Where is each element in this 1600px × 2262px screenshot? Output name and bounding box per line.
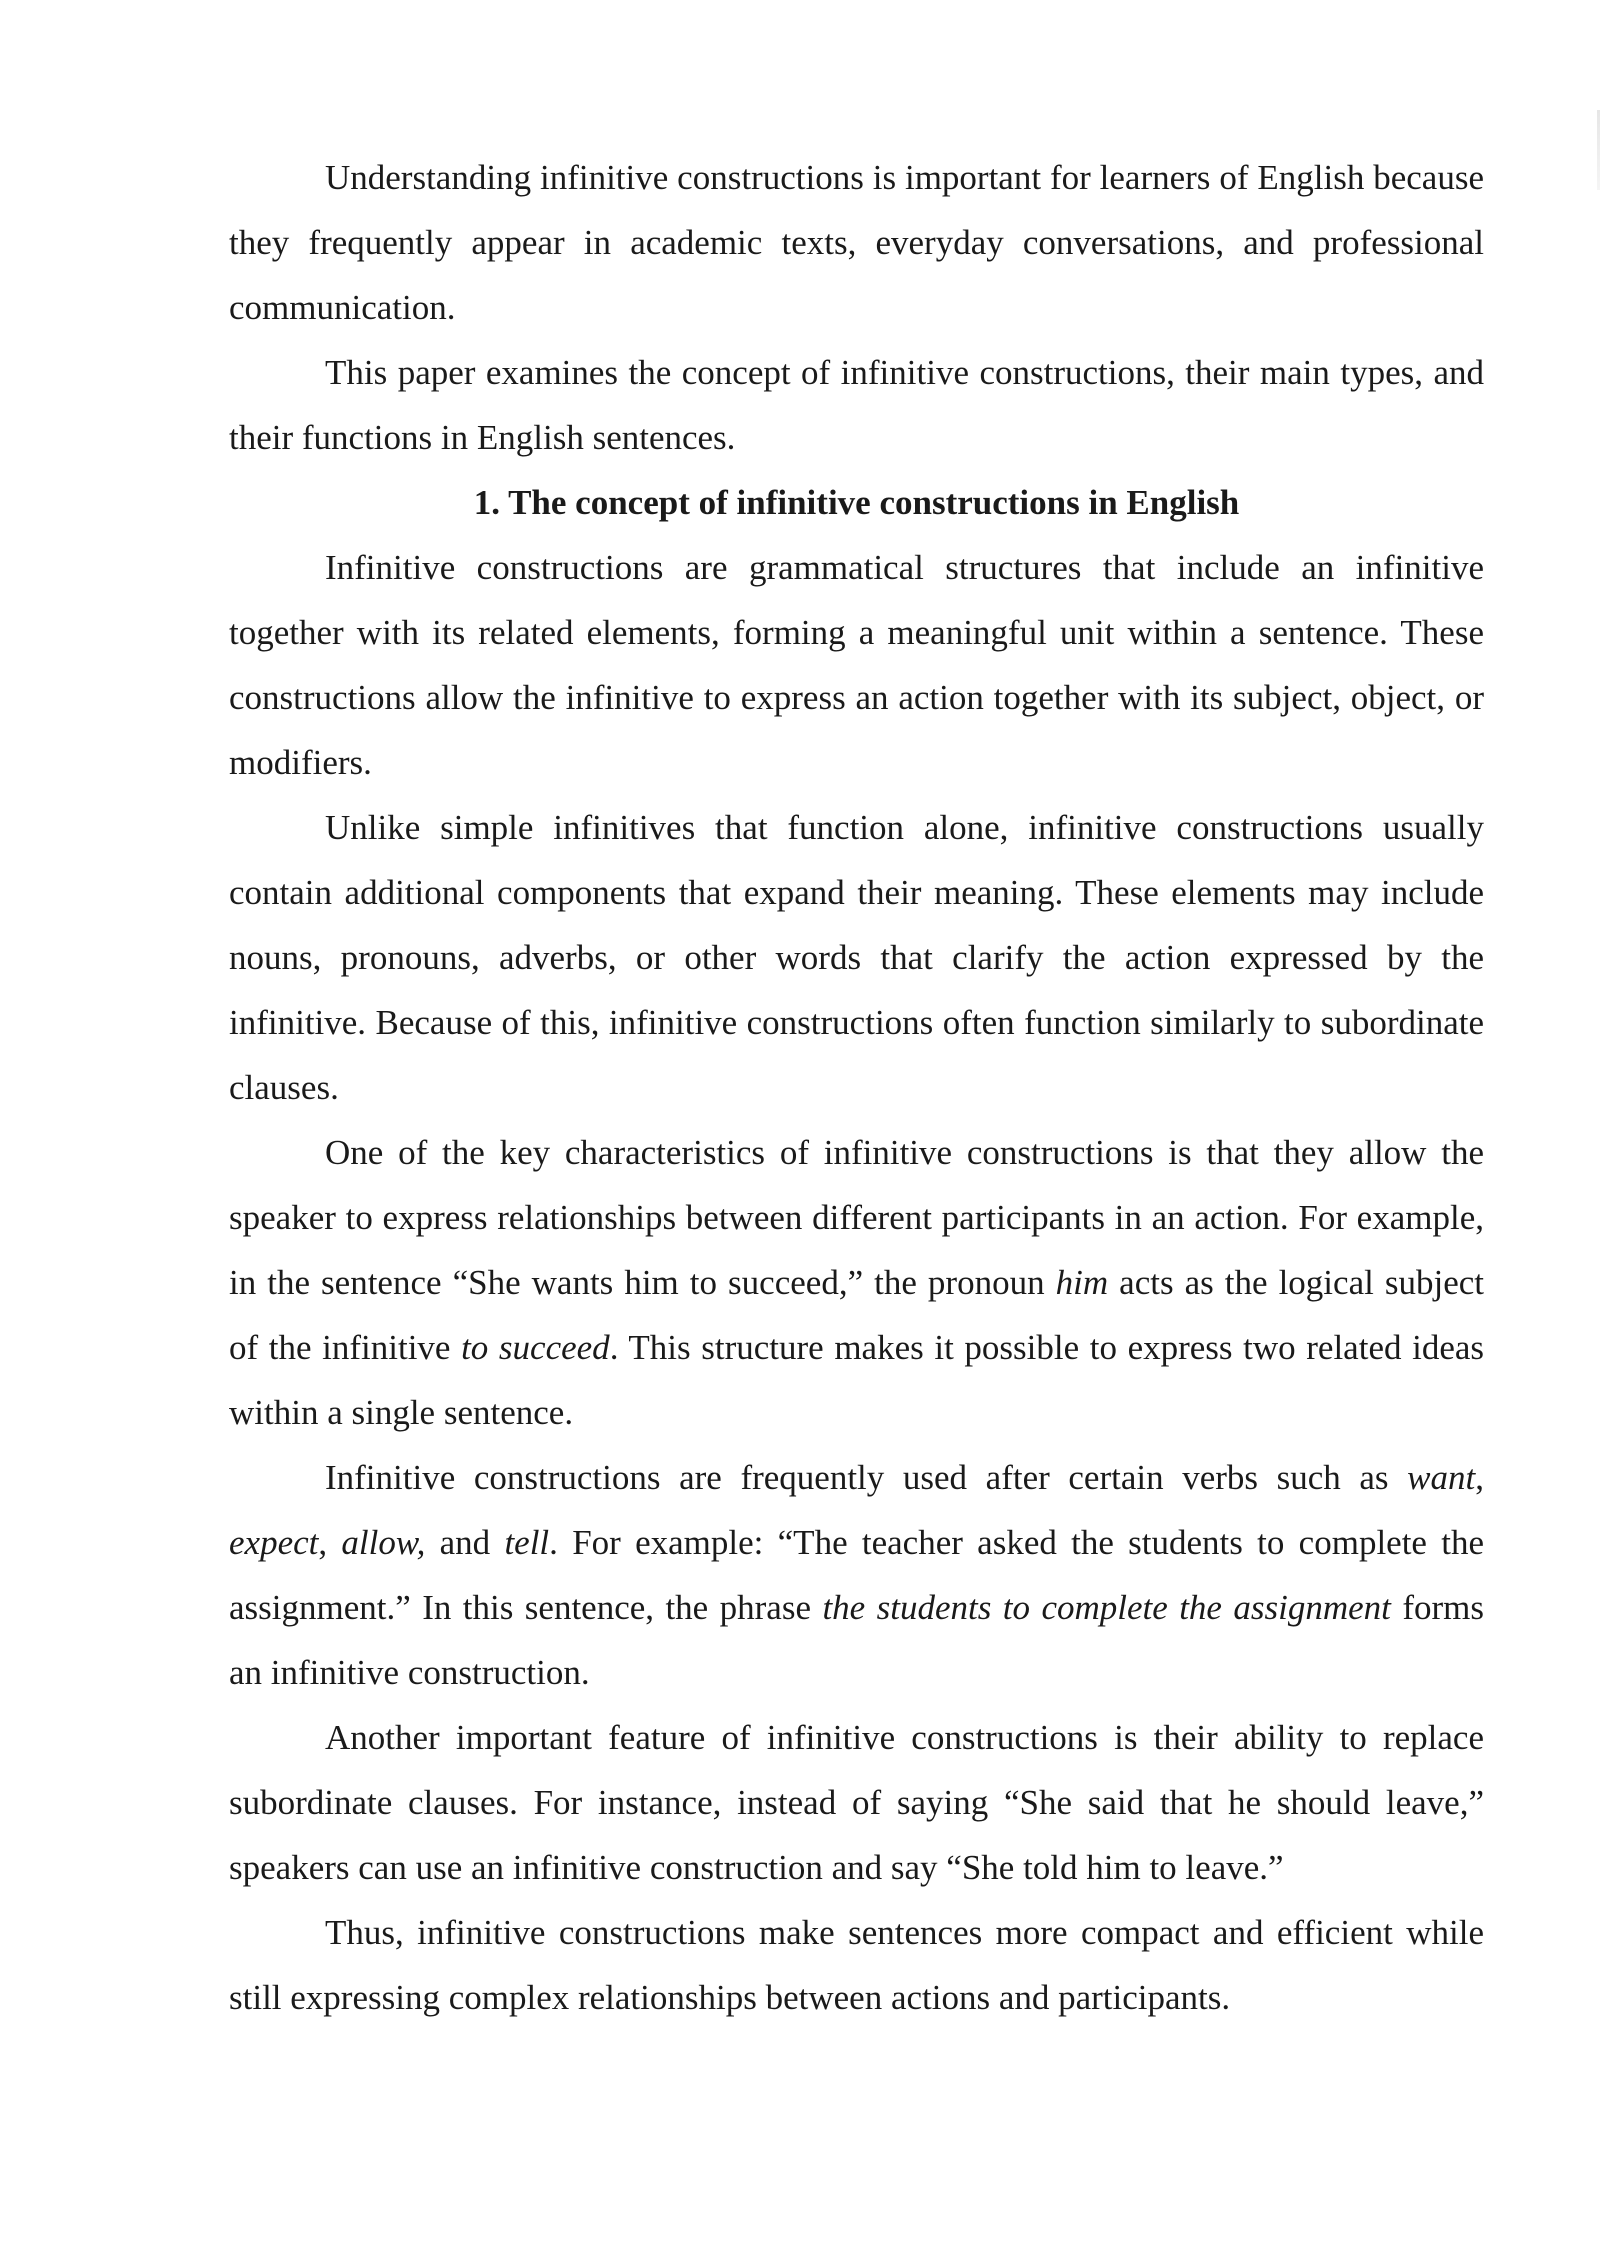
text-run: Infinitive constructions are frequently used after certain verbs such as <box>325 1458 1408 1497</box>
paragraph-replacement <box>229 1705 1484 1900</box>
italic-term: tell <box>504 1523 550 1562</box>
italic-term: to succeed <box>461 1328 610 1367</box>
document-body <box>229 145 1484 2030</box>
paragraph-intro-importance <box>229 145 1484 340</box>
text-run: One of the key characteristics of infinitive constructions is that they allow the speaker to express relationships between different participants in an action. For example, in the sentence “She wants him to succeed,” the pronoun <box>229 1133 1484 1302</box>
paragraph-verbs <box>229 1445 1484 1705</box>
text-run: and <box>425 1523 505 1562</box>
text-run: forms an infinitive construction. <box>229 1588 1484 1692</box>
italic-term: him <box>1055 1263 1109 1302</box>
section-heading <box>229 470 1484 535</box>
paragraph-participants <box>229 1120 1484 1445</box>
paragraph-conclusion <box>229 1900 1484 2030</box>
italic-term: want <box>1407 1458 1476 1497</box>
text-run: , <box>318 1523 342 1562</box>
text-run: Another important feature of infinitive constructions is their ability to replace subordinate clauses. For instance, instead of saying “She said that he should leave,” speakers can use an infinitive construction and say “She told him to leave.” <box>229 1718 1484 1887</box>
italic-term: expect <box>229 1523 319 1562</box>
heading-text: 1. The concept of infinitive constructions in English <box>473 483 1240 522</box>
text-run: Thus, infinitive constructions make sentences more compact and efficient while still expressing complex relationships between actions and participants. <box>229 1913 1484 2017</box>
text-run: . For example: “The teacher asked the students to complete the assignment.” In this sentence, the phrase <box>229 1523 1484 1627</box>
italic-term: allow, <box>341 1523 426 1562</box>
text-run: acts as the logical subject of the infinitive <box>229 1263 1484 1367</box>
text-run: Understanding infinitive constructions is important for learners of English because they frequently appear in academic texts, everyday conversations, and professional communication. <box>229 158 1484 327</box>
text-run: Infinitive constructions are grammatical structures that include an infinitive together with its related elements, forming a meaningful unit within a sentence. These constructions allow the infinitive to express an action together with its subject, object, or modifiers. <box>229 548 1484 782</box>
paragraph-definition <box>229 535 1484 795</box>
paragraph-intro-scope <box>229 340 1484 470</box>
italic-term: the students to complete the assignment <box>822 1588 1391 1627</box>
text-run: This paper examines the concept of infinitive constructions, their main types, and their functions in English sentences. <box>229 353 1484 457</box>
text-run: , <box>1475 1458 1484 1497</box>
text-run: . This structure makes it possible to express two related ideas within a single sentence. <box>229 1328 1485 1432</box>
text-run: Unlike simple infinitives that function alone, infinitive constructions usually contain additional components that expand their meaning. These elements may include nouns, pronouns, adverbs, or other words that clarify the action expressed by the infinitive. Because of this, infinitive constructions often function similarly to subordinate clauses. <box>229 808 1484 1107</box>
paragraph-components <box>229 795 1484 1120</box>
